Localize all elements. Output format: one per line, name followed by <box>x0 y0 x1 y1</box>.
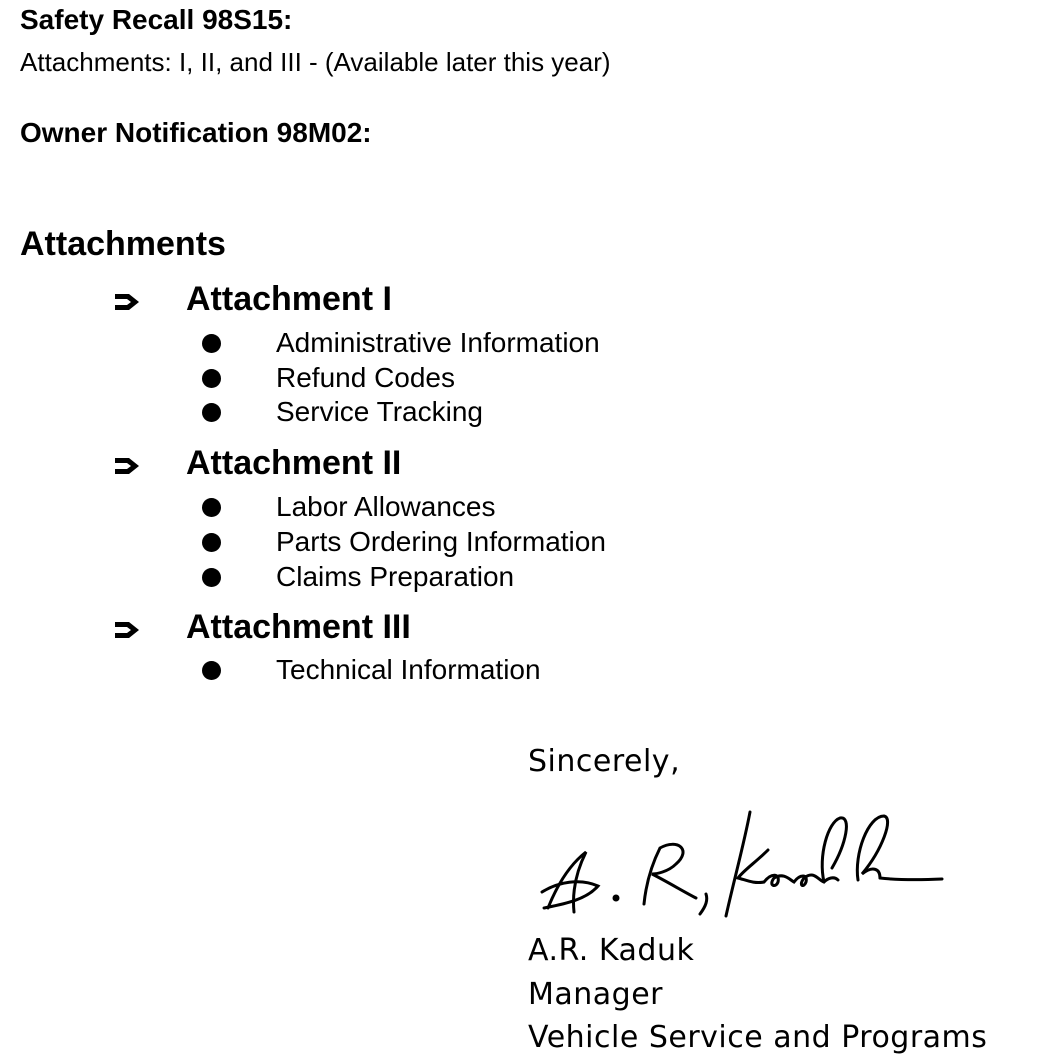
attachment-iii-title: Attachment III <box>186 608 411 646</box>
list-item: Parts Ordering Information <box>276 526 606 557</box>
filled-circle-bullet-icon <box>202 568 221 587</box>
safety-recall-attachments-note: Attachments: I, II, and III - (Available later this year) <box>20 47 611 77</box>
attachments-section-title: Attachments <box>20 225 226 263</box>
owner-notification-title: Owner Notification 98M02: <box>20 117 372 148</box>
hollow-arrow-right-icon <box>112 451 142 481</box>
signer-title: Manager <box>528 977 663 1012</box>
filled-circle-bullet-icon <box>202 498 221 517</box>
list-item: Administrative Information <box>276 327 600 358</box>
filled-circle-bullet-icon <box>202 403 221 422</box>
attachment-i-title: Attachment I <box>186 280 392 318</box>
handwritten-signature <box>528 808 948 920</box>
hollow-arrow-right-icon <box>112 287 142 317</box>
filled-circle-bullet-icon <box>202 533 221 552</box>
list-item: Service Tracking <box>276 396 483 427</box>
filled-circle-bullet-icon <box>202 334 221 353</box>
list-item: Refund Codes <box>276 362 456 393</box>
filled-circle-bullet-icon <box>202 369 221 388</box>
list-item: Claims Preparation <box>276 561 515 592</box>
filled-circle-bullet-icon <box>202 661 221 680</box>
signer-department: Vehicle Service and Programs <box>528 1020 988 1055</box>
attachment-ii-title: Attachment II <box>186 444 402 482</box>
list-item: Labor Allowances <box>276 491 496 522</box>
safety-recall-title: Safety Recall 98S15: <box>20 4 293 35</box>
hollow-arrow-right-icon <box>112 615 142 645</box>
signer-name: A.R. Kaduk <box>528 933 695 968</box>
list-item: Technical Information <box>276 654 541 685</box>
salutation: Sincerely, <box>528 744 681 779</box>
